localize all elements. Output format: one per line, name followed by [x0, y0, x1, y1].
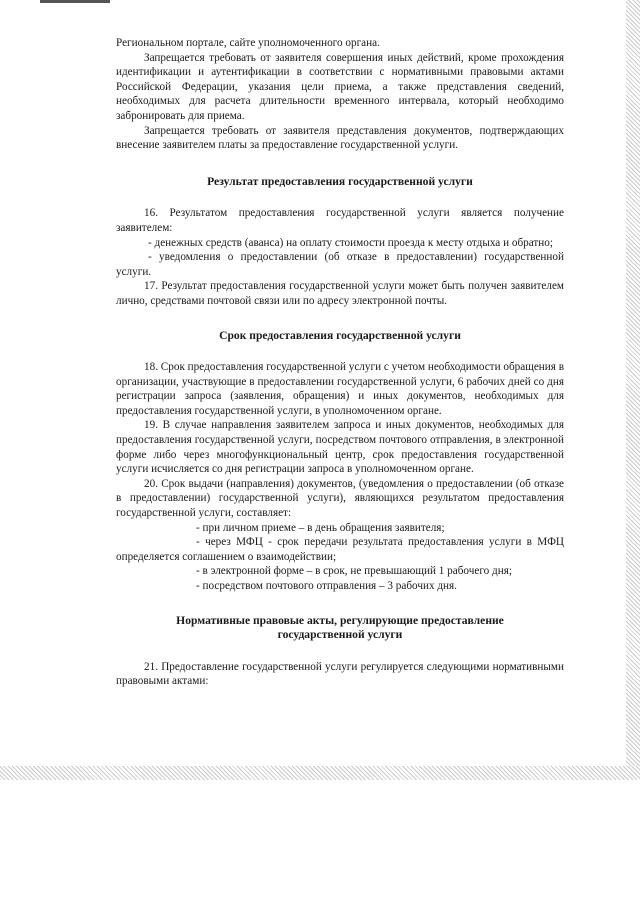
- paragraph-16: 16. Результатом предоставления государственной услуги является получение заявителем:: [116, 207, 564, 234]
- paragraph-17: 17. Результат предоставления государственной услуги может быть получен заявителем лично, средствами почтовой связи или по адресу электронной почты.: [116, 280, 564, 307]
- paragraph-20-item: - в электронной форме – в срок, не превышающий 1 рабочего дня;: [196, 565, 512, 578]
- section-heading-acts-line1: Нормативные правовые акты, регулирующие предоставление: [176, 613, 504, 627]
- paragraph-20-item: - через МФЦ - срок передачи результата предоставления услуги в МФЦ определяется соглашением о взаимодействии;: [116, 536, 564, 563]
- paragraph-20-item: - при личном приеме – в день обращения заявителя;: [196, 521, 445, 534]
- intro-paragraph: Запрещается требовать от заявителя совершения иных действий, кроме прохождения идентификации и аутентификации в соответствии с нормативными правовыми актами Российской Федерации, указания цели приема, а также представления сведений, необходимых для расчета длительности временного интервала, который необходимо забронировать для приема.: [116, 51, 564, 122]
- scan-edge-pattern-right: [626, 0, 640, 766]
- paragraph-21: 21. Предоставление государственной услуги регулируется следующими нормативными правовыми актами:: [116, 660, 564, 688]
- section-heading-result: Результат предоставления государственной услуги: [207, 174, 473, 188]
- section-heading-term: Срок предоставления государственной услуги: [219, 328, 461, 342]
- document-page: [116, 36, 564, 689]
- intro-paragraph: Запрещается требовать от заявителя представления документов, подтверждающих внесение заявителем платы за предоставление государственной услуги.: [116, 124, 564, 152]
- scan-edge-pattern-bottom: [0, 766, 640, 780]
- section-heading-acts-line2: государственной услуги: [277, 628, 403, 642]
- paragraph-18: 18. Срок предоставления государственной услуги с учетом необходимости обращения в организации, участвующие в предоставлении государственной услуги, 6 рабочих дней со дня регистрации запроса (заявления, обращения) и иных документов, необходимых для предоставления государственной услуги, в уполномоченном органе.: [116, 361, 564, 417]
- paragraph-16-item: - уведомления о предоставлении (об отказе в предоставлении) государственной услуги.: [116, 251, 564, 278]
- paragraph-19: 19. В случае направления заявителем запроса и иных документов, необходимых для предоставления государственной услуги, посредством почтового отправления, в электронной форме либо через многофункциональный центр, срок предоставления государственной услуги исчисляется со дня регистрации запроса в уполномоченном органе.: [116, 419, 564, 476]
- paragraph-20: 20. Срок выдачи (направления) документов, (уведомления о предоставлении (об отказе в предоставлении) государственной услуги), являющихся результатом предоставления государственной услуги, составляет:: [116, 477, 564, 520]
- scan-edge-mark: [40, 0, 110, 3]
- intro-line: Региональном портале, сайте уполномоченного органа.: [116, 37, 380, 49]
- paragraph-20-item: - посредством почтового отправления – 3 рабочих дня.: [196, 580, 457, 592]
- paragraph-16-item: - денежных средств (аванса) на оплату стоимости проезда к месту отдыха и обратно;: [148, 236, 553, 249]
